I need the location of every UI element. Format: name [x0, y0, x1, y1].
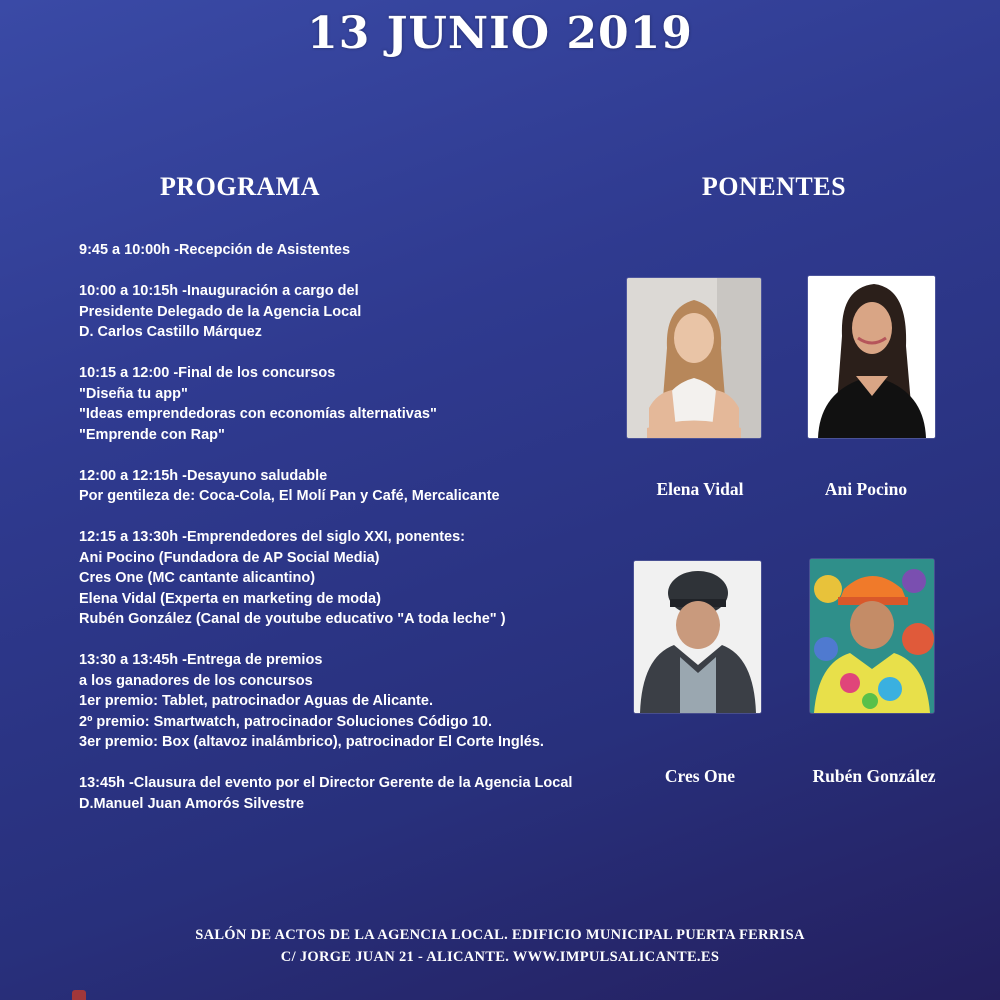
- speaker-photo-elena-vidal: [627, 278, 761, 438]
- program-item-time: 12:00 a 12:15h -Desayuno saludable: [79, 467, 328, 484]
- speaker-name-cres-one: Cres One: [664, 766, 736, 786]
- program-item-detail: a los ganadores de los concursos: [79, 672, 313, 689]
- speaker-name-ruben-gonzalez: Rubén González: [812, 766, 936, 786]
- program-item-detail: "Emprende con Rap": [79, 426, 225, 443]
- elena-vidal-portrait-icon: [627, 278, 761, 438]
- program-block: [79, 527, 599, 630]
- program-item-detail: Ani Pocino (Fundadora de AP Social Media): [79, 549, 380, 566]
- speaker-photo-ruben-gonzalez: [810, 559, 934, 713]
- venue-footer: [0, 924, 1000, 968]
- program-block: [79, 281, 599, 343]
- program-item-detail: Cres One (MC cantante alicantino): [79, 570, 316, 586]
- venue-address-line-1: SALÓN DE ACTOS DE LA AGENCIA LOCAL. EDIFICIO MUNICIPAL PUERTA FERRISA: [195, 927, 805, 943]
- program-item-detail: Presidente Delegado de la Agencia Local: [79, 303, 362, 320]
- speaker-name-ani-pocino: Ani Pocino: [824, 479, 908, 499]
- ani-pocino-portrait-icon: [808, 276, 935, 438]
- program-item-time: 13:45h -Clausura del evento por el Director Gerente de la Agencia Local: [79, 775, 573, 791]
- program-item-time: 12:15 a 13:30h -Emprendedores del siglo XXI, ponentes:: [79, 529, 465, 545]
- program-item-detail: 1er premio: Tablet, patrocinador Aguas de Alicante.: [79, 693, 433, 709]
- program-list: [79, 240, 599, 835]
- program-item-detail: D.Manuel Juan Amorós Silvestre: [79, 795, 305, 812]
- ponentes-heading: PONENTES: [701, 172, 847, 201]
- program-block: [79, 773, 599, 814]
- speaker-photo-ani-pocino: [808, 276, 935, 438]
- program-item-detail: 2º premio: Smartwatch, patrocinador Soluciones Código 10.: [79, 713, 492, 730]
- program-block: [79, 650, 599, 753]
- program-item-time: 9:45 a 10:00h -Recepción de Asistentes: [79, 242, 351, 258]
- program-item-time: 13:30 a 13:45h -Entrega de premios: [79, 652, 323, 668]
- program-block: [79, 363, 599, 445]
- speaker-photo-cres-one: [634, 561, 761, 713]
- cres-one-portrait-icon: [634, 561, 761, 713]
- ruben-gonzalez-portrait-icon: [810, 559, 934, 713]
- program-item-detail: D. Carlos Castillo Márquez: [79, 324, 262, 340]
- program-item-time: 10:00 a 10:15h -Inauguración a cargo del: [79, 283, 359, 299]
- programa-heading: PROGRAMA: [160, 172, 320, 201]
- corner-logo-fragment: [72, 990, 86, 1000]
- program-item-detail: "Diseña tu app": [79, 385, 188, 402]
- program-item-detail: 3er premio: Box (altavoz inalámbrico), patrocinador El Corte Inglés.: [79, 734, 544, 750]
- speaker-name-elena-vidal: Elena Vidal: [656, 479, 744, 499]
- program-block: [79, 466, 599, 507]
- program-item-detail: Rubén González (Canal de youtube educativo "A toda leche" ): [79, 611, 506, 627]
- event-date: 13 JUNIO 2019: [307, 8, 693, 59]
- program-block: [79, 240, 599, 261]
- venue-address-line-2: C/ JORGE JUAN 21 - ALICANTE. WWW.IMPULSALICANTE.ES: [280, 949, 720, 965]
- program-item-detail: "Ideas emprendedoras con economías alternativas": [79, 406, 437, 422]
- program-item-detail: Por gentileza de: Coca-Cola, El Molí Pan y Café, Mercalicante: [79, 488, 500, 504]
- program-item-detail: Elena Vidal (Experta en marketing de moda): [79, 590, 381, 607]
- program-item-time: 10:15 a 12:00 -Final de los concursos: [79, 365, 336, 381]
